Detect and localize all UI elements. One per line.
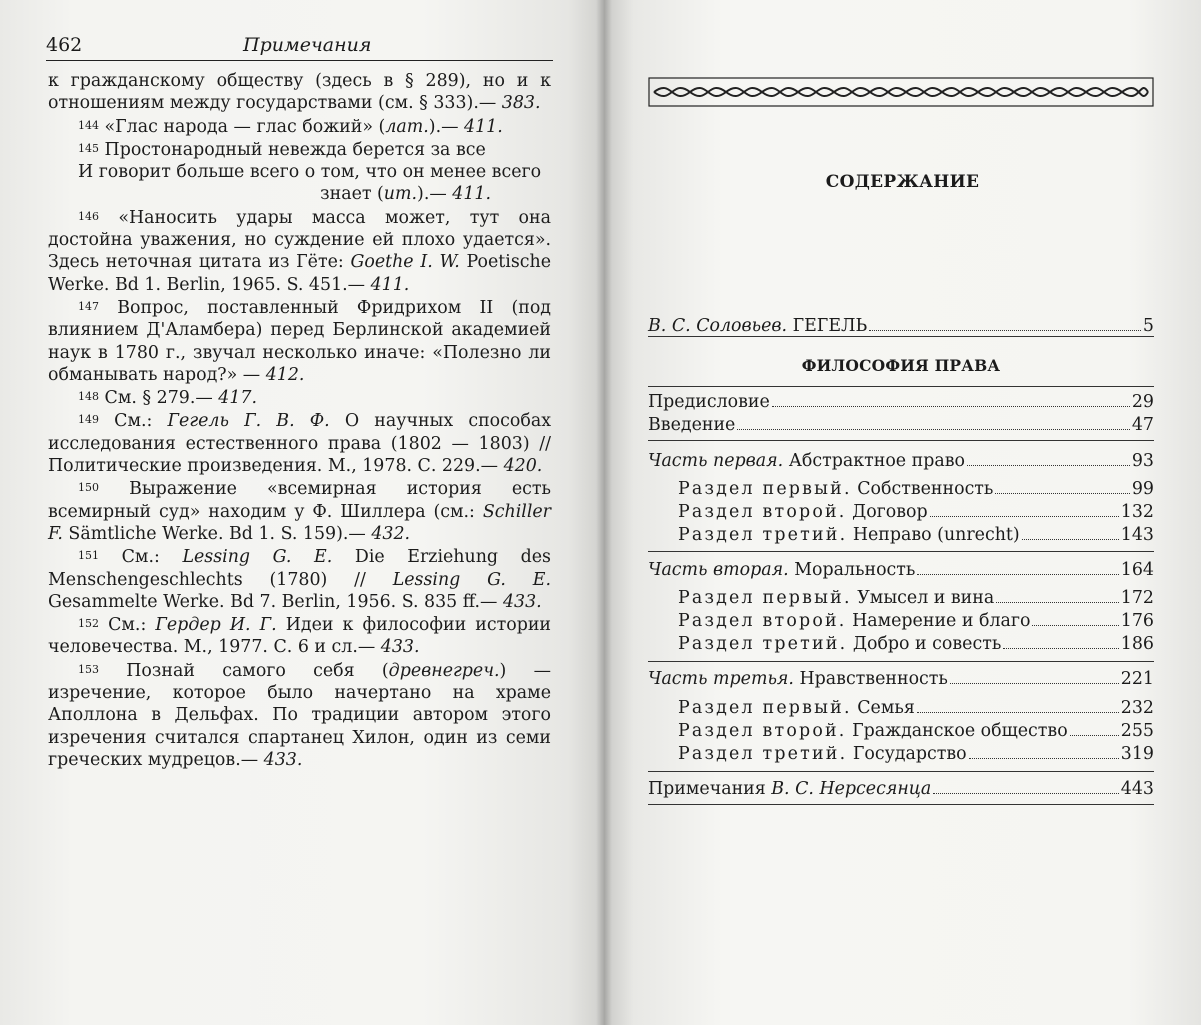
- note-145-verse-end: знает (ит.).— 411.: [320, 184, 491, 205]
- toc-section[interactable]: Раздел первый. Умысел и вина 172: [678, 588, 1154, 608]
- decorative-border-ornament: [648, 76, 1154, 108]
- note-continuation: к гражданскому обществу (здесь в § 289), но и к отношениям между государствами (см. § 333).— 383.: [48, 71, 551, 114]
- toc-section[interactable]: Раздел первый. Семья 232: [678, 698, 1154, 718]
- note-149: $^{149}$ См.: Гегель Г. В. Ф. О научных способах исследования естественного права (1802 — 1803) // Политические произведения. М., 1978. С. 229.— 420.: [48, 411, 552, 477]
- note-146: $^{146}$ «Наносить удары масса может, тут она достойна уважения, но суждение ей плохо удается». Здесь неточная цитата из Гёте: Goethe I. W. Poetische Werke. Bd 1. Berlin, 1965. S. 451.— 411.: [48, 207, 551, 295]
- running-title: Примечания: [243, 34, 372, 56]
- toc-section[interactable]: Раздел третий. Неправо (unrecht) 143: [678, 525, 1154, 545]
- toc-part-3[interactable]: Часть третья. Нравственность 221: [648, 669, 1154, 689]
- toc-rule-section: [648, 386, 1154, 387]
- toc-rule: [648, 551, 1154, 552]
- toc-section[interactable]: Раздел второй. Намерение и благо 176: [678, 611, 1154, 631]
- toc-rule: [648, 661, 1154, 662]
- right-page: [604, 0, 1201, 1025]
- note-150: $^{150}$ Выражение «всемирная история есть всемирный суд» находим у Ф. Шиллера (см.: Schiller F. Sämtliche Werke. Bd 1. S. 159).— 432.: [48, 479, 551, 544]
- toc-rule-bottom: [648, 804, 1154, 805]
- toc-entry-introduction[interactable]: Введение 47: [648, 415, 1154, 435]
- toc-rule-top: [648, 336, 1154, 337]
- toc-entry-notes[interactable]: Примечания В. С. Нерсесянца 443: [648, 779, 1154, 799]
- toc-entry-intro[interactable]: В. С. Соловьев. ГЕГЕЛЬ 5: [648, 316, 1154, 336]
- toc-section[interactable]: Раздел второй. Договор 132: [678, 502, 1154, 522]
- note-144: $^{144}$ «Глас народа — глас божий» (лат.).— 411.: [78, 116, 503, 137]
- page-number: 462: [46, 34, 83, 56]
- note-147: $^{147}$ Вопрос, поставленный Фридрихом II (под влиянием Д'Аламбера) перед Берлинской академией наук в 1780 г., звучал несколько иначе: «Полезно ли обманывать народ?» — 412.: [48, 297, 552, 385]
- toc-section[interactable]: Раздел третий. Добро и совесть 186: [678, 634, 1154, 654]
- note-145: $^{145}$ Простонародный невежда берется за все: [78, 139, 486, 160]
- note-153: $^{153}$ Познай самого себя (древнегреч.) — изречение, которое было начертано на храме Аполлона в Дельфах. По традиции автором этого изречения считался спартанец Хилон, один из семи греческих мудрецов.— 433.: [48, 660, 551, 770]
- toc-part-2[interactable]: Часть вторая. Моральность 164: [648, 560, 1154, 580]
- toc-section[interactable]: Раздел первый. Собственность 99: [678, 479, 1154, 499]
- note-151: $^{151}$ См.: Lessing G. E. Die Erziehung des Menschengeschlechts (1780) // Lessing G. E. Gesammelte Werke. Bd 7. Berlin, 1956. S. 835 ff.— 433.: [48, 547, 552, 612]
- notes-list: [48, 70, 551, 771]
- toc-rule: [648, 771, 1154, 772]
- section-title: ФИЛОСОФИЯ ПРАВА: [801, 356, 1001, 375]
- toc-rule: [648, 440, 1154, 441]
- toc-part-1[interactable]: Часть первая. Абстрактное право 93: [648, 451, 1154, 471]
- toc-section[interactable]: Раздел второй. Гражданское общество 255: [678, 721, 1154, 741]
- toc-section[interactable]: Раздел третий. Государство 319: [678, 744, 1154, 764]
- toc-heading: СОДЕРЖАНИЕ: [825, 172, 980, 192]
- note-152: $^{152}$ См.: Гердер И. Г. Идеи к философии истории человечества. М., 1977. С. 6 и сл.— 433.: [48, 615, 552, 658]
- header-rule: [46, 60, 553, 61]
- note-148: $^{148}$ См. § 279.— 417.: [78, 388, 258, 409]
- toc-entry-preface[interactable]: Предисловие 29: [648, 392, 1154, 412]
- book-gutter: [596, 0, 612, 1025]
- note-145-verse: И говорит больше всего о том, что он менее всего: [78, 162, 542, 183]
